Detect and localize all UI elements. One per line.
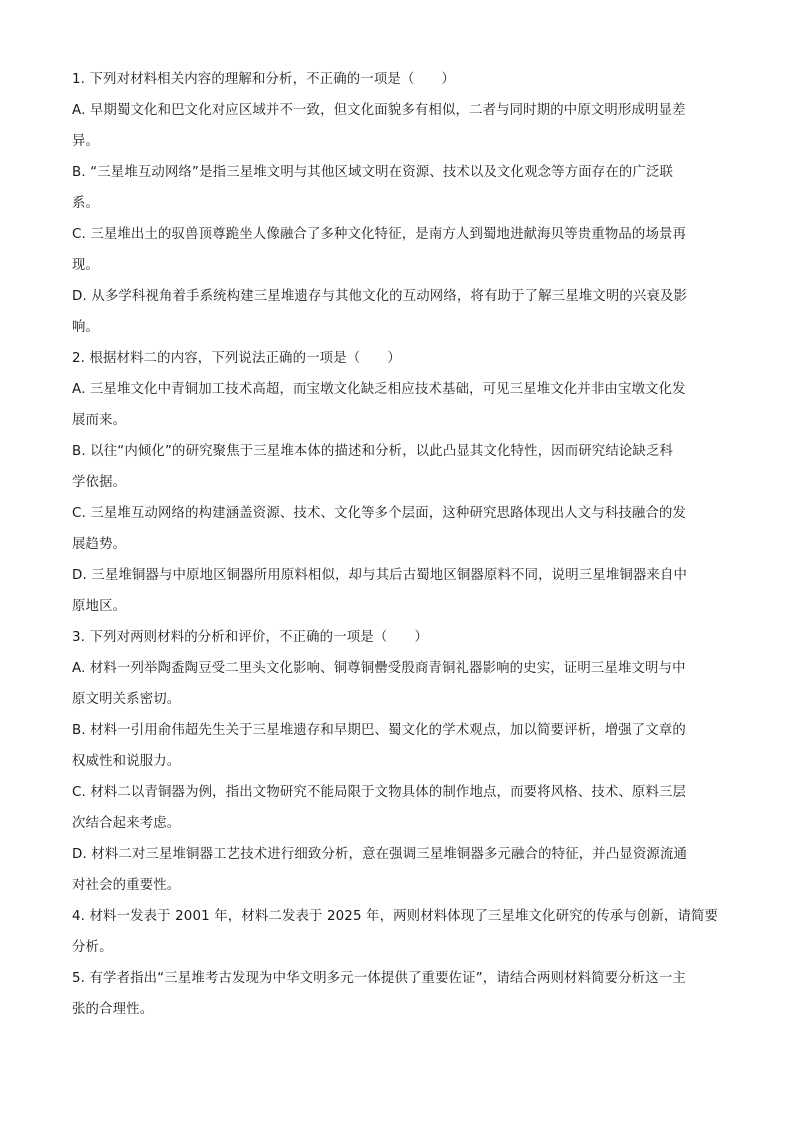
question-stem: 5. 有学者指出“三星堆考古发现为中华文明多元一体提供了重要佐证”，请结合两则材料简要分析这一主 [72,971,686,986]
question-2 [72,343,722,622]
option-c: C. 三星堆互动网络的构建涵盖资源、技术、文化等多个层面，这种研究思路体现出人文与科技融合的发 展趋势。 [72,506,687,552]
option-b: B. 材料一引用俞伟超先生关于三星堆遗存和早期巴、蜀文化的学术观点，加以简要评析，增强了文章的 权威性和说服力。 [72,723,686,769]
question-4 [72,901,722,963]
option-d: D. 材料二对三星堆铜器工艺技术进行细致分析，意在强调三星堆铜器多元融合的特征，并凸显资源流通 对社会的重要性。 [72,847,688,893]
option-b: B. 以往“内倾化”的研究聚焦于三星堆本体的描述和分析，以此凸显其文化特性，因而研究结论缺乏科 学依据。 [72,444,674,490]
option-c: C. 材料二以青铜器为例，指出文物研究不能局限于文物具体的制作地点，而要将风格、技术、原料三层 次结合起来考虑。 [72,785,687,831]
question-stem: 3. 下列对两则材料的分析和评价，不正确的一项是（ ） [72,630,428,645]
question-stem: 1. 下列对材料相关内容的理解和分析，不正确的一项是（ ） [72,72,456,87]
option-a: A. 三星堆文化中青铜加工技术高超，而宝墩文化缺乏相应技术基础，可见三星堆文化并非由宝墩文化发 展而来。 [72,382,686,428]
option-d: D. 从多学科视角着手系统构建三星堆遗存与其他文化的互动网络，将有助于了解三星堆文明的兴衰及影 响。 [72,289,688,335]
option-a: A. 材料一列举陶盉陶豆受二里头文化影响、铜尊铜罍受殷商青铜礼器影响的史实，证明三星堆文明与中 原文明关系密切。 [72,661,686,707]
question-stem-continued: 张的合理性。 [72,1002,154,1017]
question-stem-continued: 分析。 [72,940,113,955]
option-b: B. “三星堆互动网络”是指三星堆文明与其他区域文明在资源、技术以及文化观念等方面存在的广泛联 系。 [72,165,674,211]
option-a: A. 早期蜀文化和巴文化对应区域并不一致，但文化面貌多有相似，二者与同时期的中原文明形成明显差 异。 [72,103,686,149]
question-1 [72,64,722,343]
option-d: D. 三星堆铜器与中原地区铜器所用原料相似，却与其后古蜀地区铜器原料不同，说明三星堆铜器来自中 原地区。 [72,568,688,614]
exam-page [72,64,722,1025]
question-stem: 2. 根据材料二的内容，下列说法正确的一项是（ ） [72,351,401,366]
question-3 [72,622,722,901]
question-5 [72,963,722,1025]
question-stem: 4. 材料一发表于 2001 年，材料二发表于 2025 年，两则材料体现了三星堆文化研究的传承与创新，请简要 [72,909,719,924]
option-c: C. 三星堆出土的驭兽顶尊跪坐人像融合了多种文化特征，是南方人到蜀地进献海贝等贵重物品的场景再 现。 [72,227,687,273]
